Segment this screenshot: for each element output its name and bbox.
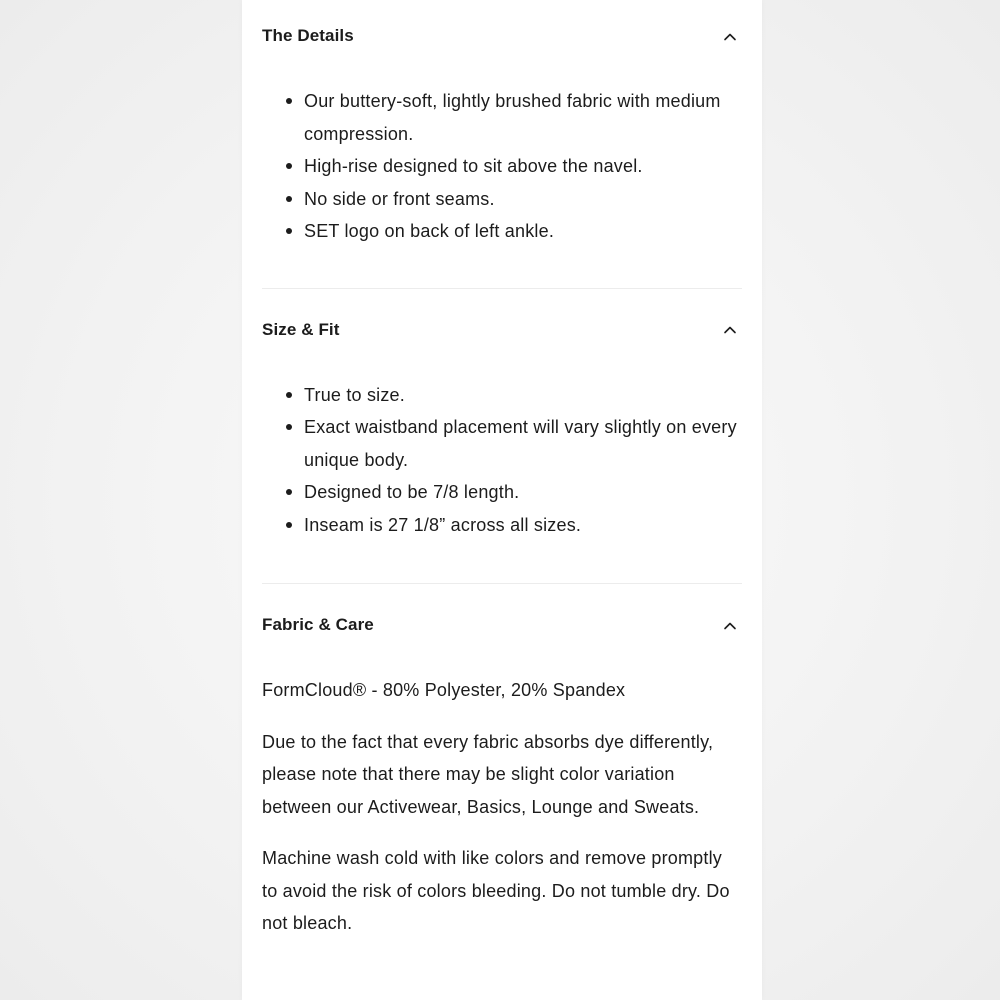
accordion-section-details bbox=[262, 0, 742, 289]
list-item: No side or front seams. bbox=[286, 183, 742, 216]
dye-notice: Due to the fact that every fabric absorbs dye differently, please note that there may be slight color variation between our Activewear, Basics, Lounge and Sweats. bbox=[262, 731, 714, 817]
size-fit-list bbox=[262, 379, 742, 542]
fabric-composition: FormCloud® - 80% Polyester, 20% Spandex bbox=[262, 680, 626, 700]
chevron-up-icon[interactable] bbox=[720, 615, 740, 635]
accordion-section-fabric-care bbox=[262, 584, 742, 940]
list-item: True to size. bbox=[286, 379, 742, 412]
section-title: The Details bbox=[262, 26, 354, 45]
product-info-panel bbox=[242, 0, 762, 1000]
accordion-body-size-fit bbox=[262, 371, 742, 584]
accordion-header-details[interactable] bbox=[262, 0, 742, 72]
chevron-up-icon[interactable] bbox=[720, 26, 740, 46]
chevron-up-icon[interactable] bbox=[720, 320, 740, 340]
list-item: Inseam is 27 1/8” across all sizes. bbox=[286, 509, 742, 542]
details-list bbox=[262, 85, 742, 248]
care-instructions: Machine wash cold with like colors and remove promptly to avoid the risk of colors bleeding. Do not tumble dry. Do not bleach. bbox=[262, 848, 730, 933]
section-title: Size & Fit bbox=[262, 319, 340, 339]
accordion-body-details bbox=[262, 72, 742, 288]
list-item: Exact waistband placement will vary slightly on every unique body. bbox=[286, 411, 742, 476]
accordion-section-size-fit bbox=[262, 289, 742, 585]
list-item: Designed to be 7/8 length. bbox=[286, 476, 742, 509]
accordion-header-size-fit[interactable] bbox=[262, 289, 742, 371]
section-title: Fabric & Care bbox=[262, 615, 374, 634]
list-item: SET logo on back of left ankle. bbox=[286, 215, 742, 248]
accordion bbox=[262, 0, 742, 959]
list-item: Our buttery-soft, lightly brushed fabric with medium compression. bbox=[286, 85, 742, 150]
list-item: High-rise designed to sit above the navel. bbox=[286, 150, 742, 183]
accordion-header-fabric-care[interactable] bbox=[262, 584, 742, 666]
accordion-body-fabric-care bbox=[262, 666, 742, 940]
